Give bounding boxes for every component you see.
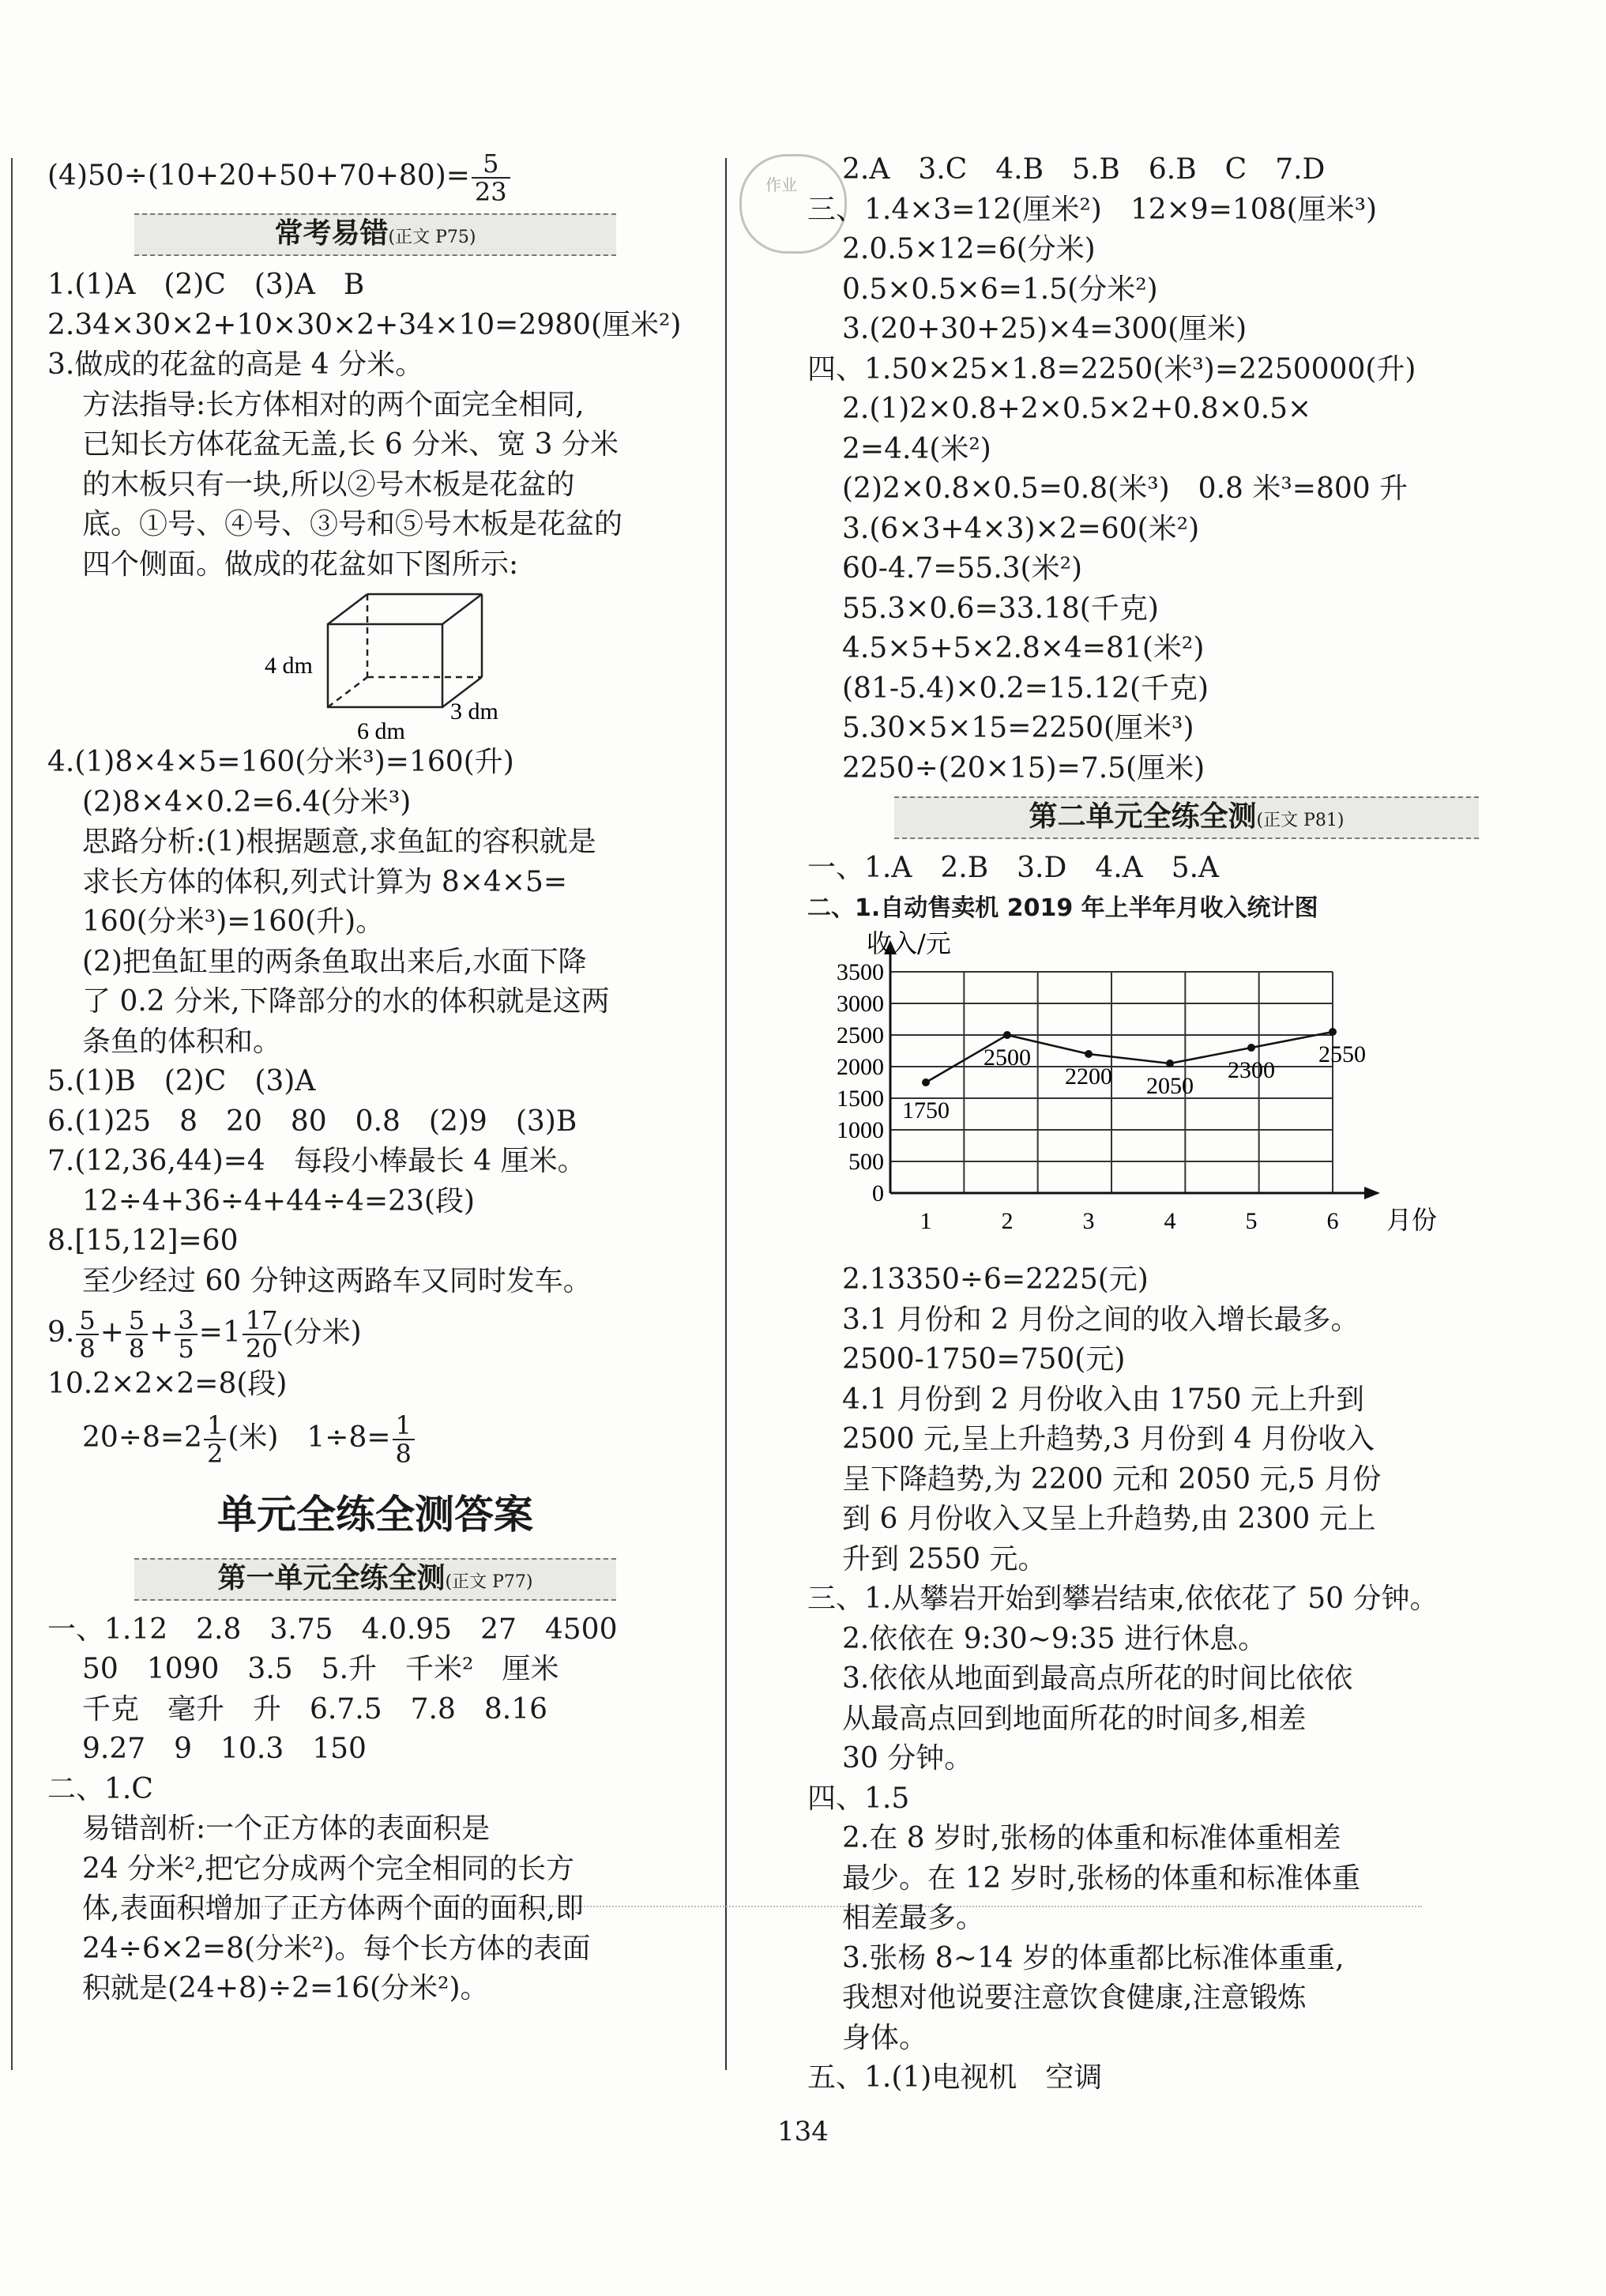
data-label: 1750 [902,1097,950,1124]
expr-text: 20÷8=2 [82,1421,202,1454]
section-header-unit2 [807,792,1566,845]
length-label: 6 dm [357,718,405,743]
answer-line: 12÷4+36÷4+44÷4=23(段) [82,1184,476,1218]
line-chart [807,928,1566,1260]
error-analysis-line: 24 分米²,把它分成两个完全相同的长方 [82,1852,575,1885]
answer-line: 身体。 [842,2021,928,2054]
error-analysis-line: 积就是(24+8)÷2=16(分米²)。 [82,1972,489,2004]
answer-line: 5.30×5×15=2250(厘米³) [842,712,1194,744]
big-title: 单元全练全测答案 [217,1491,533,1538]
operator: + [149,1316,174,1349]
error-analysis-line: 24÷6×2=8(分米²)。每个长方体的表面 [82,1932,591,1965]
answer-line: (2)8×4×0.2=6.4(分米³) [82,785,412,819]
operator: + [100,1316,124,1349]
answer-line: 我想对他说要注意饮食健康,注意锻炼 [842,1982,1307,2014]
fraction [472,150,510,205]
fraction [175,1307,197,1362]
section-ref: (正文 P75) [388,228,476,247]
answer-line: 一、1.12 2.8 3.75 4.0.95 27 4500 [47,1613,618,1646]
answer-line: 3.依依从地面到最高点所花的时间比依依 [842,1662,1353,1695]
x-tick-label: 2 [1001,1208,1014,1234]
answer-line [47,150,703,205]
denominator: 5 [178,1334,194,1364]
left-column [47,150,703,2009]
answer-line: 2.34×30×2+10×30×2+34×10=2980(厘米²) [47,308,682,341]
left-margin-line [11,158,13,2070]
chart-caption: 二、1.自动售卖机 2019 年上半年月收入统计图 [807,894,1318,922]
data-point [1166,1060,1174,1067]
section-ref: (正文 P81) [1256,811,1345,830]
stamp-text: 作业 [765,175,797,194]
fraction [76,1307,98,1362]
answer-line: 2.(1)2×0.8+2×0.5×2+0.8×0.5× [842,393,1312,425]
answer-line: 7.(12,36,44)=4 每段小棒最长 4 厘米。 [47,1145,586,1177]
y-tick-label: 500 [848,1149,884,1175]
denominator: 23 [474,177,507,207]
answer-line: 4.5×5+5×2.8×4=81(米²) [842,632,1205,664]
data-point [922,1078,930,1086]
numerator: 17 [243,1307,281,1335]
analysis-line: 求长方体的体积,列式计算为 8×4×5= [82,865,568,898]
denominator: 8 [395,1438,412,1469]
y-tick-label: 3500 [837,959,884,985]
answer-line: 相差最多。 [842,1902,985,1934]
method-guide-line: 底。①号、④号、③号和⑤号木板是花盆的 [82,508,623,540]
answer-line: 从最高点回到地面所花的时间多,相差 [842,1702,1307,1735]
fraction [204,1412,226,1467]
answer-line: 五、1.(1)电视机 空调 [807,2061,1103,2094]
data-label: 2550 [1318,1041,1366,1067]
answer-line: 2=4.4(米²) [842,432,991,465]
section-ref: (正文 P77) [445,1571,533,1592]
answer-line: 四、1.50×25×1.8=2250(米³)=2250000(升) [807,352,1416,386]
height-label: 4 dm [265,653,313,679]
answer-line: 9.27 9 10.3 150 [82,1733,367,1765]
x-tick-label: 6 [1326,1208,1339,1234]
answer-line: 8.[15,12]=60 [47,1225,239,1257]
answer-line: (2)2×0.8×0.5=0.8(米³) 0.8 米³=800 升 [842,472,1409,505]
fraction [393,1412,415,1467]
denominator: 8 [128,1334,145,1364]
denominator: 8 [79,1334,96,1364]
section-title: 第二单元全练全测 [1029,800,1257,833]
answer-line: 4.(1)8×4×5=160(分米³)=160(升) [47,746,514,778]
answer-line: 50 1090 3.5 5.升 千米² 厘米 [82,1653,559,1685]
answer-line: 三、1.从攀岩开始到攀岩结束,依依花了 50 分钟。 [807,1583,1439,1615]
answer-line: 千克 毫升 升 6.7.5 7.8 8.16 [82,1692,548,1726]
data-point [1003,1031,1011,1039]
income-chart [807,928,1566,1260]
answer-line: 10.2×2×2=8(段) [47,1368,288,1400]
width-label: 3 dm [450,698,498,725]
analysis-line: 了 0.2 分米,下降部分的水的体积就是这两 [82,985,610,1018]
answer-line: 30 分钟。 [842,1742,973,1775]
numerator: 3 [175,1307,197,1335]
section-title: 常考易错 [274,216,389,250]
answer-line: 3.1 月份和 2 月份之间的收入增长最多。 [842,1303,1360,1336]
answer-line-fractions [47,1405,703,1471]
data-label: 2500 [984,1044,1031,1071]
numerator: 5 [76,1307,98,1335]
numerator: 1 [204,1412,226,1440]
answer-line: 1.(1)A (2)C (3)A B [47,269,365,301]
answer-line-fractions [47,1301,703,1364]
answer-line: 3.张杨 8~14 岁的体重都比标准体重重, [842,1941,1345,1974]
analysis-line: 条鱼的体积和。 [82,1025,282,1058]
answer-line: 2.依依在 9:30~9:35 进行休息。 [842,1622,1267,1655]
answer-line: 2.A 3.C 4.B 5.B 6.B C 7.D [842,153,1326,186]
answer-line: 3.做成的花盆的高是 4 分米。 [47,348,424,381]
data-point [1085,1050,1093,1058]
section-header-changkao [47,209,703,262]
answer-line: 呈下降趋势,为 2200 元和 2050 元,5 月份 [842,1462,1382,1496]
expr-text: (米) 1÷8= [228,1421,391,1454]
answer-line: 55.3×0.6=33.18(千克) [842,592,1159,625]
answer-line: 3.(20+30+25)×4=300(厘米) [842,313,1247,345]
data-label: 2050 [1146,1073,1194,1099]
analysis-line: 160(分米³)=160(升)。 [82,905,385,938]
answer-line: 4.1 月份到 2 月份收入由 1750 元上升到 [842,1383,1364,1416]
answer-line: 2.13350÷6=2225(元) [842,1263,1149,1296]
equals-text: =1 [198,1316,241,1349]
y-tick-label: 2500 [837,1022,884,1048]
item-number: 9. [47,1316,75,1349]
method-guide-line: 已知长方体花盆无盖,长 6 分米、宽 3 分米 [82,428,619,461]
right-column [807,150,1566,2098]
x-axis-label: 月份 [1386,1205,1438,1235]
answer-line: 3.(6×3+4×3)×2=60(米²) [842,512,1200,545]
answer-line: 2.在 8 岁时,张杨的体重和标准体重相差 [842,1822,1341,1854]
x-tick-label: 3 [1082,1208,1095,1234]
expr-text: (4)50÷(10+20+50+70+80)= [47,160,470,192]
y-axis-label: 收入/元 [867,928,951,958]
y-tick-label: 0 [872,1180,884,1206]
answer-line: 60-4.7=55.3(米²) [842,552,1083,585]
denominator: 2 [206,1438,224,1469]
section-header-unit1 [47,1553,703,1607]
numerator: 5 [472,150,510,179]
numerator: 1 [393,1412,415,1440]
answer-line: 0.5×0.5×6=1.5(分米²) [842,273,1158,306]
section-title: 第一单元全练全测 [217,1560,446,1594]
y-tick-label: 2000 [837,1054,884,1080]
denominator: 20 [245,1334,278,1364]
data-point [1329,1028,1337,1036]
x-tick-label: 5 [1245,1208,1258,1234]
error-analysis-line: 易错剖析:一个正方体的表面积是 [82,1812,491,1845]
answer-line: 升到 2550 元。 [842,1542,1047,1575]
x-tick-label: 4 [1164,1208,1176,1234]
fraction [243,1307,281,1362]
y-tick-label: 1500 [837,1086,884,1112]
data-label: 2300 [1228,1057,1275,1083]
answer-line: 四、1.5 [807,1782,910,1815]
answer-line: 到 6 月份收入又呈上升趋势,由 2300 元上 [842,1503,1376,1535]
data-label: 2200 [1065,1063,1112,1090]
answer-line: 最少。在 12 岁时,张杨的体重和标准体重 [842,1861,1361,1895]
analysis-line: (2)把鱼缸里的两条鱼取出来后,水面下降 [82,945,587,978]
analysis-line: 思路分析:(1)根据题意,求鱼缸的容积就是 [82,826,596,858]
answer-line: 三、1.4×3=12(厘米²) 12×9=108(厘米³) [807,193,1378,226]
data-point [1247,1044,1255,1052]
answer-line: 一、1.A 2.B 3.D 4.A 5.A [807,852,1220,884]
cuboid-diagram [47,585,703,743]
x-tick-label: 1 [920,1208,932,1234]
answer-line: 6.(1)25 8 20 80 0.8 (2)9 (3)B [47,1105,577,1138]
method-guide-line: 方法指导:长方体相对的两个面完全相同, [82,388,585,421]
method-guide-line: 四个侧面。做成的花盆如下图所示: [82,548,519,581]
numerator: 5 [126,1307,148,1335]
y-tick-label: 3000 [837,991,884,1017]
answer-line: 2500 元,呈上升趋势,3 月份到 4 月份收入 [842,1423,1375,1455]
y-tick-label: 1000 [837,1117,884,1143]
method-guide-line: 的木板只有一块,所以②号木板是花盆的 [82,468,575,501]
cuboid-figure [47,585,703,743]
page-number: 134 [777,2116,829,2147]
answer-line: (81-5.4)×0.2=15.12(千克) [842,672,1209,705]
fraction [126,1307,148,1362]
answer-line: 2.0.5×12=6(分米) [842,233,1096,265]
unit-text: (分米) [282,1316,362,1349]
answer-line: 至少经过 60 分钟这两路车又同时发车。 [82,1264,592,1297]
x-axis-arrow [1364,1187,1380,1199]
answer-line: 2500-1750=750(元) [842,1343,1126,1376]
error-analysis-line: 体,表面积增加了正方体两个面的面积,即 [82,1892,584,1925]
answer-line: 二、1.C [47,1772,153,1805]
answer-line: 2250÷(20×15)=7.5(厘米) [842,751,1205,785]
answer-line: 5.(1)B (2)C (3)A [47,1065,316,1097]
column-divider [725,158,727,2070]
